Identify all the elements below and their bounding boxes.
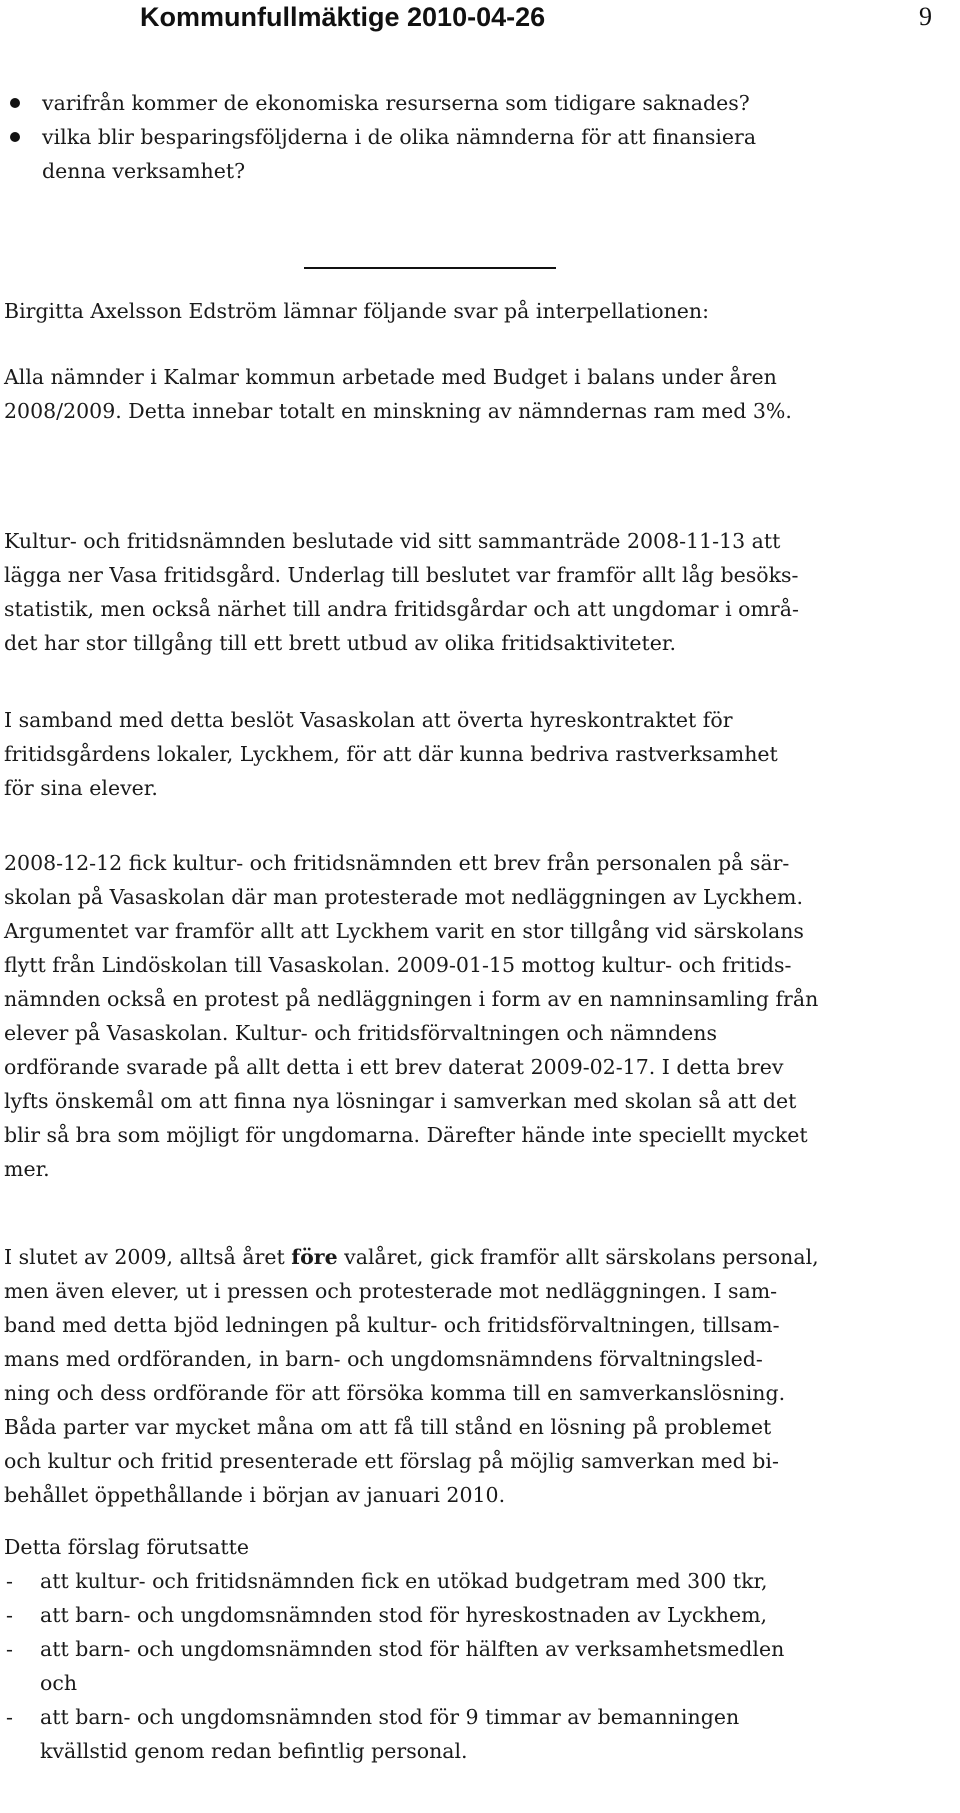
proposal-text: att barn- och ungdomsnämnden stod för 9 timmar av bemanningen	[40, 1705, 740, 1729]
bullet-text: varifrån kommer de ekonomiska resurserna som tidigare saknades?	[42, 91, 750, 115]
paragraph-lease	[4, 703, 950, 805]
paragraph-line: mer.	[4, 1157, 50, 1181]
paragraph-line: Alla nämnder i Kalmar kommun arbetade med Budget i balans under åren	[4, 365, 777, 389]
dash-marker: -	[6, 1569, 13, 1593]
dash-marker: -	[6, 1603, 13, 1627]
emphasis-text: före	[291, 1245, 338, 1269]
paragraph-line: 2008-12-12 fick kultur- och fritidsnämnden ett brev från personalen på sär-	[4, 851, 790, 875]
proposal-text: kvällstid genom redan befintlig personal.	[40, 1739, 468, 1763]
paragraph-line: 2008/2009. Detta innebar totalt en minskning av nämndernas ram med 3%.	[4, 399, 792, 423]
paragraph-line: och kultur och fritid presenterade ett förslag på möjlig samverkan med bi-	[4, 1449, 779, 1473]
paragraph-line: lägga ner Vasa fritidsgård. Underlag till beslutet var framför allt låg besöks-	[4, 563, 799, 587]
paragraph-line: blir så bra som möjligt för ungdomarna. Därefter hände inte speciellt mycket	[4, 1123, 808, 1147]
paragraph-budget	[4, 360, 950, 428]
paragraph-line: elever på Vasaskolan. Kultur- och fritidsförvaltningen och nämndens	[4, 1021, 717, 1045]
paragraph-line: I samband med detta beslöt Vasaskolan att överta hyreskontraktet för	[4, 708, 733, 732]
page-number: 9	[919, 2, 932, 31]
paragraph-line: det har stor tillgång till ett brett utbud av olika fritidsaktiviteter.	[4, 631, 676, 655]
dash-marker: -	[6, 1637, 13, 1661]
paragraph-line: ning och dess ordförande för att försöka komma till en samverkanslösning.	[4, 1381, 786, 1405]
proposal-text: att kultur- och fritidsnämnden fick en utökad budgetram med 300 tkr,	[40, 1569, 768, 1593]
paragraph-line: lyfts önskemål om att finna nya lösningar i samverkan med skolan så att det	[4, 1089, 797, 1113]
paragraph-line: Argumentet var framför allt att Lyckhem varit en stor tillgång vid särskolans	[4, 919, 804, 943]
proposal-item	[4, 1632, 950, 1700]
paragraph-line: skolan på Vasaskolan där man protesterade mot nedläggningen av Lyckhem.	[4, 885, 803, 909]
paragraph-first-line	[4, 1240, 950, 1274]
paragraph-text: I slutet av 2009, alltså året	[4, 1245, 292, 1269]
paragraph-line: fritidsgårdens lokaler, Lyckhem, för att där kunna bedriva rastverksamhet	[4, 742, 778, 766]
proposal-list	[4, 1564, 950, 1768]
dash-marker: -	[6, 1705, 13, 1729]
proposal-text: att barn- och ungdomsnämnden stod för hälften av verksamhetsmedlen	[40, 1637, 785, 1661]
bullet-text: denna verksamhet?	[42, 159, 246, 183]
paragraph-line: Båda parter var mycket måna om att få till stånd en lösning på problemet	[4, 1415, 772, 1439]
proposal-item	[4, 1564, 950, 1598]
paragraph-protests	[4, 846, 950, 1186]
paragraph-closure-decision	[4, 524, 950, 660]
paragraph-line: band med detta bjöd ledningen på kultur- och fritidsförvaltningen, tillsam-	[4, 1313, 780, 1337]
bullet-icon	[10, 98, 20, 108]
paragraph-line: Kultur- och fritidsnämnden beslutade vid sitt sammanträde 2008-11-13 att	[4, 529, 781, 553]
answer-intro	[4, 294, 950, 328]
paragraph-line: ordförande svarade på allt detta i ett brev daterat 2009-02-17. I detta brev	[4, 1055, 784, 1079]
paragraph-election-year	[4, 1240, 950, 1512]
paragraph-text: valåret, gick framför allt särskolans personal,	[337, 1245, 819, 1269]
paragraph-line: men även elever, ut i pressen och protesterade mot nedläggningen. I sam-	[4, 1279, 778, 1303]
intro-text: Birgitta Axelsson Edström lämnar följande svar på interpellationen:	[4, 299, 710, 323]
proposal-text: att barn- och ungdomsnämnden stod för hyreskostnaden av Lyckhem,	[40, 1603, 768, 1627]
paragraph-line: flytt från Lindöskolan till Vasaskolan. 2009-01-15 mottog kultur- och fritids-	[4, 953, 792, 977]
proposal-section	[4, 1530, 950, 1768]
proposal-item	[4, 1598, 950, 1632]
header-title: Kommunfullmäktige 2010-04-26	[140, 2, 546, 32]
proposal-heading: Detta förslag förutsatte	[4, 1535, 249, 1559]
separator-line	[304, 267, 556, 269]
question-bullet-list	[0, 86, 960, 188]
proposal-text: och	[40, 1671, 78, 1695]
bullet-text: vilka blir besparingsföljderna i de olika nämnderna för att finansiera	[42, 125, 757, 149]
proposal-item	[4, 1700, 950, 1768]
paragraph-line: för sina elever.	[4, 776, 158, 800]
paragraph-line: nämnden också en protest på nedläggningen i form av en namninsamling från	[4, 987, 819, 1011]
bullet-item	[0, 86, 960, 120]
paragraph-line: statistik, men också närhet till andra fritidsgårdar och att ungdomar i områ-	[4, 597, 799, 621]
page-header	[140, 0, 940, 40]
paragraph-line: behållet öppethållande i början av januari 2010.	[4, 1483, 506, 1507]
bullet-item	[0, 120, 960, 188]
paragraph-line: mans med ordföranden, in barn- och ungdomsnämndens förvaltningsled-	[4, 1347, 763, 1371]
bullet-icon	[10, 132, 20, 142]
